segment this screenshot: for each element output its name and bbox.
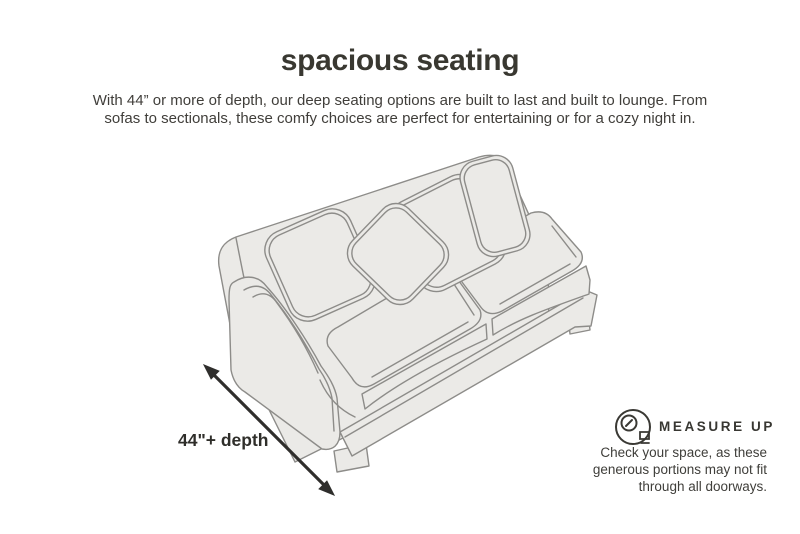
measure-up-caption (537, 444, 767, 495)
measure-caption-line-2: generous portions may not fit (592, 462, 767, 477)
measure-caption-line-3: through all doorways. (638, 479, 767, 494)
measure-up-heading: MEASURE UP (659, 419, 776, 434)
depth-dimension-label: 44"+ depth (178, 430, 269, 450)
page-title: spacious seating (280, 44, 520, 77)
intro-line-1: With 44” or more of depth, our deep seating options are built to last and built to lounge. From (92, 92, 708, 109)
measure-caption-line-1: Check your space, as these (600, 445, 767, 460)
intro-line-2: sofas to sectionals, these comfy choices are perfect for entertaining or for a cozy night in. (104, 109, 696, 127)
